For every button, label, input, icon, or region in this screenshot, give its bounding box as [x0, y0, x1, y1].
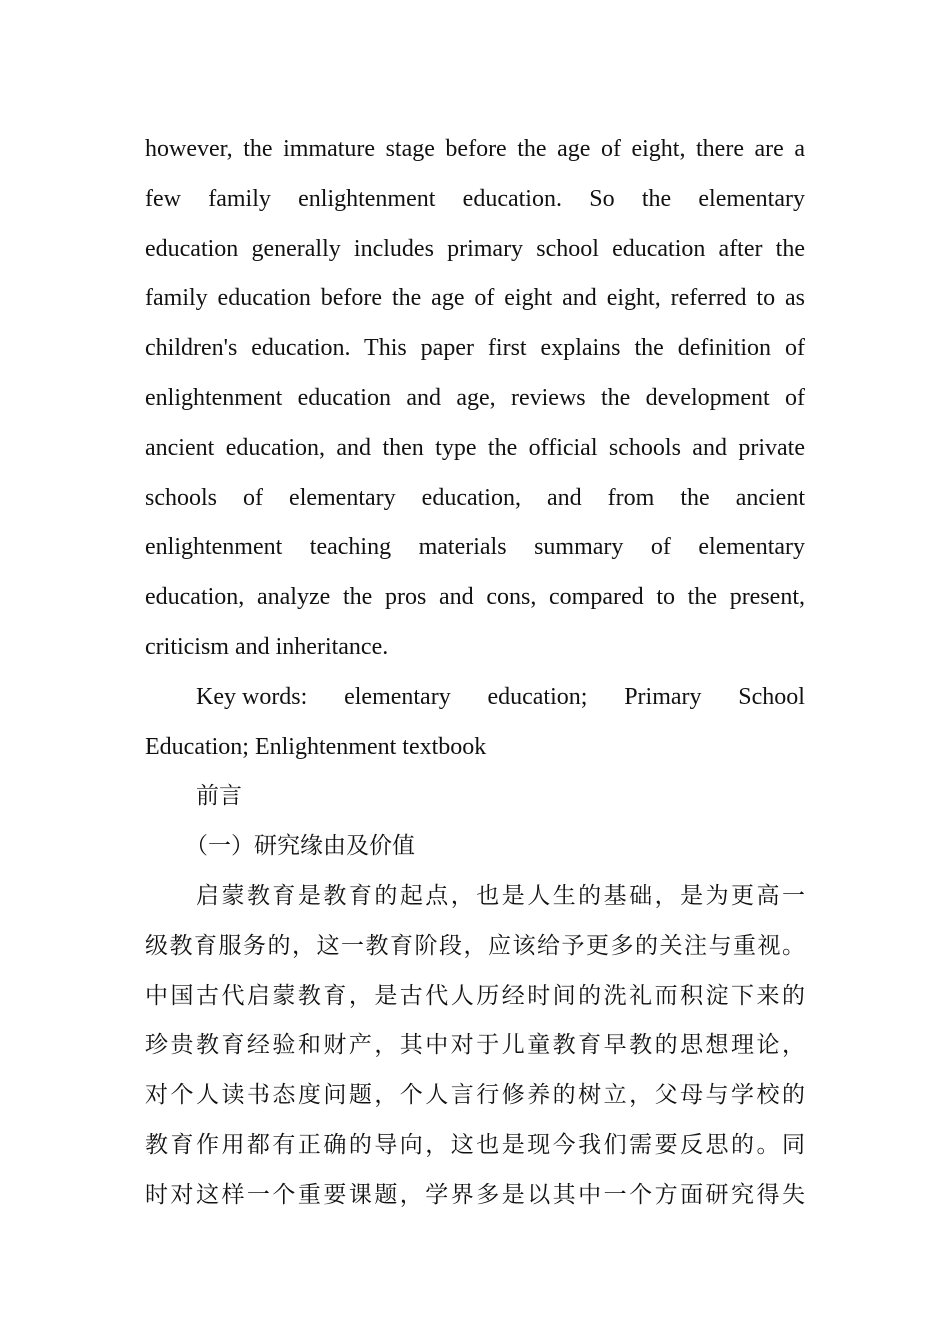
keywords-line-2: Education; Enlightenment textbook: [145, 733, 487, 760]
preface-subheading: （一）研究缘由及价值: [185, 833, 415, 860]
preface-line: 级教育服务的，这一教育阶段，应该给予更多的关注与重视。: [145, 932, 805, 959]
preface-line: 时对这样一个重要课题，学界多是以其中一个方面研究得失: [145, 1181, 805, 1208]
abstract-line: enlightenment teaching materials summary of elementary: [145, 534, 805, 561]
preface-heading: 前言: [196, 783, 242, 810]
abstract-line: few family enlightenment education. So the elementary: [145, 185, 805, 212]
preface-line: 启蒙教育是教育的起点，也是人生的基础，是为更高一: [196, 882, 805, 909]
keyword-item: education;: [487, 683, 588, 710]
abstract-line: education, analyze the pros and cons, compared to the present,: [145, 584, 805, 611]
keyword-item: School: [738, 683, 805, 710]
preface-line: 中国古代启蒙教育，是古代人历经时间的洗礼而积淀下来的: [145, 982, 805, 1009]
abstract-line: schools of elementary education, and from the ancient: [145, 484, 805, 511]
keywords-line-1: [145, 673, 805, 723]
document-page: [145, 125, 805, 1221]
abstract-paragraph: [145, 125, 805, 673]
keyword-item: elementary: [344, 683, 451, 710]
abstract-line: education generally includes primary school education after the: [145, 235, 805, 262]
abstract-line: however, the immature stage before the age of eight, there are a: [145, 136, 805, 162]
abstract-line: ancient education, and then type the official schools and private: [145, 434, 805, 461]
keywords-paragraph: [145, 673, 805, 773]
preface-paragraph: [145, 872, 805, 1221]
preface-line: 珍贵教育经验和财产，其中对于儿童教育早教的思想理论，: [145, 1032, 805, 1059]
keyword-item: Primary: [624, 683, 702, 710]
keywords-label: Key words:: [196, 683, 308, 710]
abstract-line: children's education. This paper first explains the definition of: [145, 335, 805, 362]
abstract-line: family education before the age of eight and eight, referred to as: [145, 285, 805, 312]
abstract-last-line: criticism and inheritance.: [145, 633, 389, 660]
preface-line: 对个人读书态度问题，个人言行修养的树立，父母与学校的: [145, 1082, 805, 1109]
abstract-line: enlightenment education and age, reviews the development of: [145, 384, 805, 411]
preface-line: 教育作用都有正确的导向，这也是现今我们需要反思的。同: [145, 1131, 805, 1158]
